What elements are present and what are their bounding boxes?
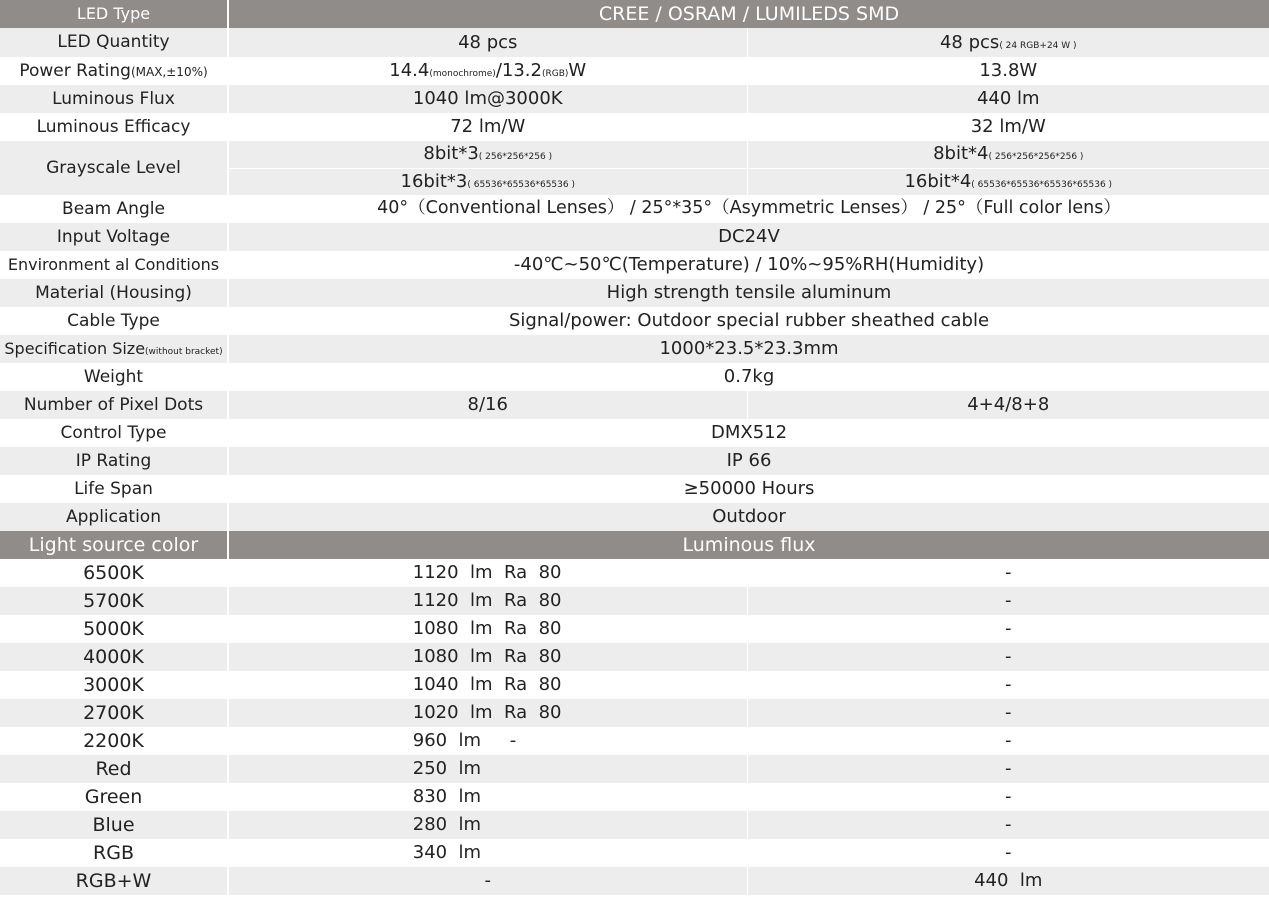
flux-row-value-a-text: 1120 lm Ra 80 <box>412 590 562 611</box>
value-grayscale-b2 <box>747 168 1269 195</box>
flux-row-value-a-text: 1020 lm Ra 80 <box>412 702 562 723</box>
flux-row-value-b: 440 lm <box>747 867 1269 895</box>
flux-row-color: RGB <box>93 841 134 864</box>
value-cable-type: Signal/power: Outdoor special rubber sheathed cable <box>228 307 1269 335</box>
value-ip-rating: IP 66 <box>228 447 1269 475</box>
value-grayscale-a1 <box>228 141 747 168</box>
flux-row-value-b: - <box>747 671 1269 699</box>
label-grayscale: Grayscale Level <box>0 141 228 195</box>
row-input-voltage <box>0 223 1269 251</box>
value-led-quantity-b-sub: ( 24 RGB+24 W ) <box>999 40 1077 51</box>
row-life-span <box>0 475 1269 503</box>
flux-row-color: 5000K <box>83 617 144 640</box>
row-led-quantity <box>0 28 1269 57</box>
power-a-unit: W <box>568 60 587 81</box>
label-control-type: Control Type <box>60 422 167 443</box>
flux-row-color: Green <box>84 785 143 808</box>
value-weight: 0.7kg <box>228 363 1269 391</box>
grayscale-b1-main: 8bit*4 <box>933 143 989 165</box>
flux-row <box>0 699 1269 727</box>
flux-row-value-a <box>228 755 747 783</box>
flux-row-color: 4000K <box>0 643 228 671</box>
flux-row <box>0 587 1269 615</box>
flux-row-value-a <box>228 783 747 811</box>
value-environment: -40℃~50℃(Temperature) / 10%~95%RH(Humidity) <box>228 251 1269 279</box>
row-led-type <box>0 0 1269 28</box>
flux-row <box>0 727 1269 755</box>
grayscale-a1-main: 8bit*3 <box>423 143 479 165</box>
flux-row-color: 2200K <box>83 729 144 752</box>
label-ip-rating: IP Rating <box>0 447 228 475</box>
flux-row-color: 6500K <box>83 561 144 584</box>
flux-row-value-a <box>228 839 747 867</box>
label-power-rating <box>0 57 228 85</box>
flux-row-color: Blue <box>0 811 228 839</box>
flux-row <box>0 867 1269 895</box>
label-environment: Environment al Conditions <box>7 255 220 274</box>
value-power-rating-a <box>228 57 747 85</box>
row-spec-size <box>0 335 1269 363</box>
flux-row-value-a <box>228 643 747 671</box>
value-led-type: CREE / OSRAM / LUMILEDS SMD <box>228 0 1269 28</box>
row-grayscale-1 <box>0 141 1269 168</box>
flux-row-value-a-text: - <box>484 870 491 891</box>
label-cable-type: Cable Type <box>67 310 160 331</box>
flux-row-color: 3000K <box>83 673 144 696</box>
value-led-quantity-b <box>747 28 1269 57</box>
value-input-voltage: DC24V <box>228 223 1269 251</box>
label-pixel-dots: Number of Pixel Dots <box>0 391 228 419</box>
value-luminous-flux-b: 440 lm <box>747 85 1269 113</box>
value-life-span: ≥50000 Hours <box>228 475 1269 503</box>
flux-row <box>0 783 1269 811</box>
flux-row-value-a <box>228 699 747 727</box>
flux-row <box>0 559 1269 587</box>
row-environment <box>0 251 1269 279</box>
value-led-quantity-a: 48 pcs <box>228 28 747 57</box>
flux-row-value-b: - <box>747 783 1269 811</box>
label-spec-size <box>0 335 228 363</box>
flux-row-value-a-text: 1080 lm Ra 80 <box>412 618 562 639</box>
row-ip-rating <box>0 447 1269 475</box>
row-material <box>0 279 1269 307</box>
row-weight <box>0 363 1269 391</box>
row-pixel-dots <box>0 391 1269 419</box>
row-control-type <box>0 419 1269 447</box>
label-power-rating-main: Power Rating <box>19 60 131 81</box>
value-spec-size: 1000*23.5*23.3mm <box>228 335 1269 363</box>
label-led-type: LED Type <box>0 0 228 28</box>
label-luminous-flux: Luminous Flux <box>0 85 228 113</box>
flux-row-value-a <box>228 671 747 699</box>
power-a-1: 14.4 <box>389 60 430 81</box>
flux-row <box>0 839 1269 867</box>
value-material: High strength tensile aluminum <box>228 279 1269 307</box>
grayscale-b2-sub: ( 65536*65536*65536*65536 ) <box>971 179 1113 190</box>
flux-table-body <box>0 559 1269 895</box>
flux-row-value-b: - <box>747 615 1269 643</box>
label-application: Application <box>0 503 228 531</box>
flux-row <box>0 615 1269 643</box>
flux-row-value-a <box>228 867 747 895</box>
label-input-voltage: Input Voltage <box>0 223 228 251</box>
header-luminous-flux: Luminous flux <box>228 531 1269 559</box>
value-pixel-dots-b: 4+4/8+8 <box>747 391 1269 419</box>
header-light-source-color: Light source color <box>0 531 228 559</box>
row-power-rating <box>0 57 1269 85</box>
label-life-span: Life Span <box>74 478 153 499</box>
flux-row-value-a-text: 280 lm <box>412 814 482 835</box>
grayscale-a2-sub: ( 65536*65536*65536 ) <box>467 179 575 190</box>
flux-row-value-a-text: 340 lm <box>412 842 482 863</box>
flux-row-value-b: - <box>747 643 1269 671</box>
flux-row-value-b: - <box>747 699 1269 727</box>
flux-row-color: RGB+W <box>0 867 228 895</box>
row-luminous-efficacy <box>0 113 1269 141</box>
value-beam-angle: 40°（Conventional Lenses） / 25°*35°（Asymmetric Lenses） / 25°（Full color lens） <box>228 195 1269 223</box>
flux-row-value-a-text: 1120 lm Ra 80 <box>412 562 562 583</box>
flux-row-value-b: - <box>747 559 1269 587</box>
label-material: Material (Housing) <box>0 279 228 307</box>
flux-row <box>0 671 1269 699</box>
label-beam-angle: Beam Angle <box>62 198 165 219</box>
value-luminous-flux-a: 1040 lm@3000K <box>228 85 747 113</box>
flux-row-value-a <box>228 727 747 755</box>
flux-row-color: 5700K <box>0 587 228 615</box>
row-cable-type <box>0 307 1269 335</box>
flux-row-value-b: - <box>747 755 1269 783</box>
flux-row <box>0 755 1269 783</box>
grayscale-a1-sub: ( 256*256*256 ) <box>478 152 553 163</box>
value-luminous-efficacy-a: 72 lm/W <box>228 113 747 141</box>
flux-row <box>0 811 1269 839</box>
value-grayscale-a2 <box>228 168 747 195</box>
flux-row-value-a-text: 1040 lm Ra 80 <box>412 674 562 695</box>
label-led-quantity: LED Quantity <box>0 28 228 57</box>
flux-row-color: Red <box>0 755 228 783</box>
flux-row-value-b: - <box>747 811 1269 839</box>
flux-row-value-a <box>228 587 747 615</box>
flux-row-value-a <box>228 811 747 839</box>
flux-row <box>0 643 1269 671</box>
power-a-1-sub: (monochrome) <box>429 69 496 79</box>
flux-row-value-a-text: 960 lm - <box>412 730 517 751</box>
flux-row-value-a <box>228 615 747 643</box>
label-spec-size-sub: (without bracket) <box>145 346 223 357</box>
row-beam-angle <box>0 195 1269 223</box>
power-a-2-sub: (RGB) <box>541 69 569 79</box>
grayscale-a2-main: 16bit*3 <box>400 170 468 192</box>
flux-row-value-b: - <box>747 587 1269 615</box>
label-luminous-efficacy: Luminous Efficacy <box>36 116 191 137</box>
value-power-rating-b: 13.8W <box>747 57 1269 85</box>
label-spec-size-main: Specification Size <box>4 338 146 358</box>
flux-row-value-b: - <box>747 727 1269 755</box>
flux-row-value-b: - <box>747 839 1269 867</box>
flux-row-value-a-text: 830 lm <box>412 786 482 807</box>
row-application <box>0 503 1269 531</box>
value-led-quantity-b-main: 48 pcs <box>939 31 1000 53</box>
value-application: Outdoor <box>228 503 1269 531</box>
grayscale-b2-main: 16bit*4 <box>904 170 972 192</box>
flux-row-value-a <box>228 559 747 587</box>
power-a-2: /13.2 <box>495 60 542 81</box>
row-flux-header <box>0 531 1269 559</box>
label-power-rating-sub: (MAX,±10%) <box>130 64 208 79</box>
value-luminous-efficacy-b: 32 lm/W <box>747 113 1269 141</box>
value-control-type: DMX512 <box>228 419 1269 447</box>
flux-row-value-a-text: 1080 lm Ra 80 <box>412 646 562 667</box>
value-pixel-dots-a: 8/16 <box>228 391 747 419</box>
row-luminous-flux <box>0 85 1269 113</box>
value-grayscale-b1 <box>747 141 1269 168</box>
flux-row-color: 2700K <box>0 699 228 727</box>
flux-row-value-a-text: 250 lm <box>412 758 482 779</box>
label-weight: Weight <box>83 366 144 387</box>
grayscale-b1-sub: ( 256*256*256*256 ) <box>988 152 1084 163</box>
